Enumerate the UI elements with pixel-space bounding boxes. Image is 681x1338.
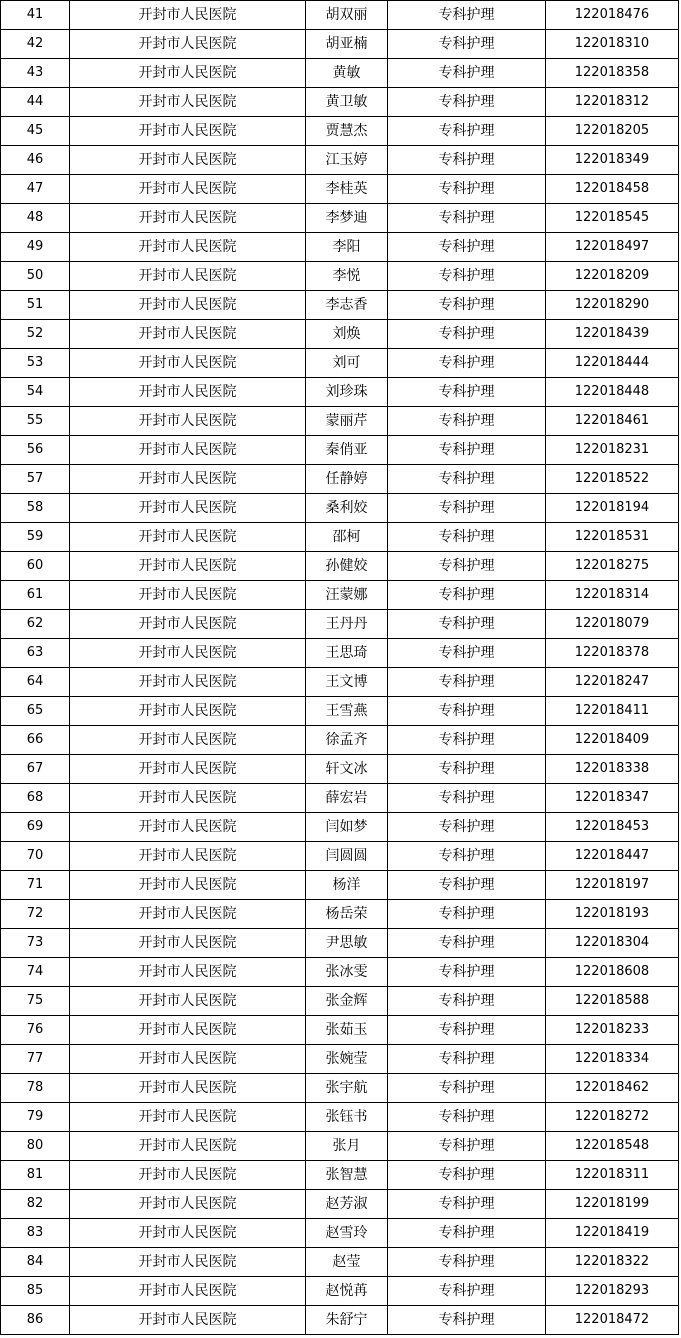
hospital-name: 开封市人民医院: [70, 88, 306, 117]
table-row: [1, 697, 679, 726]
id-number: 122018209: [546, 262, 679, 291]
row-number: 50: [1, 262, 70, 291]
id-number: 122018447: [546, 842, 679, 871]
hospital-name: 开封市人民医院: [70, 1074, 306, 1103]
hospital-name: 开封市人民医院: [70, 1219, 306, 1248]
hospital-name: 开封市人民医院: [70, 1045, 306, 1074]
table-row: [1, 668, 679, 697]
table-row: [1, 117, 679, 146]
person-name: 李梦迪: [306, 204, 388, 233]
specialty: 专科护理: [388, 1161, 546, 1190]
id-number: 122018314: [546, 581, 679, 610]
specialty: 专科护理: [388, 1074, 546, 1103]
row-number: 59: [1, 523, 70, 552]
id-number: 122018588: [546, 987, 679, 1016]
row-number: 45: [1, 117, 70, 146]
row-number: 77: [1, 1045, 70, 1074]
row-number: 42: [1, 30, 70, 59]
hospital-name: 开封市人民医院: [70, 1132, 306, 1161]
person-name: 张婉莹: [306, 1045, 388, 1074]
specialty: 专科护理: [388, 407, 546, 436]
row-number: 60: [1, 552, 70, 581]
hospital-name: 开封市人民医院: [70, 871, 306, 900]
id-number: 122018272: [546, 1103, 679, 1132]
hospital-name: 开封市人民医院: [70, 610, 306, 639]
hospital-name: 开封市人民医院: [70, 581, 306, 610]
row-number: 86: [1, 1306, 70, 1335]
person-name: 张月: [306, 1132, 388, 1161]
specialty: 专科护理: [388, 668, 546, 697]
table-row: [1, 349, 679, 378]
specialty: 专科护理: [388, 262, 546, 291]
specialty: 专科护理: [388, 523, 546, 552]
id-number: 122018545: [546, 204, 679, 233]
row-number: 68: [1, 784, 70, 813]
person-name: 闫如梦: [306, 813, 388, 842]
hospital-name: 开封市人民医院: [70, 958, 306, 987]
hospital-name: 开封市人民医院: [70, 1306, 306, 1335]
specialty: 专科护理: [388, 1219, 546, 1248]
person-name: 张钰书: [306, 1103, 388, 1132]
hospital-name: 开封市人民医院: [70, 146, 306, 175]
specialty: 专科护理: [388, 1132, 546, 1161]
person-name: 汪蒙娜: [306, 581, 388, 610]
person-name: 薛宏岩: [306, 784, 388, 813]
specialty: 专科护理: [388, 1016, 546, 1045]
specialty: 专科护理: [388, 1, 546, 30]
id-number: 122018476: [546, 1, 679, 30]
table-row: [1, 1103, 679, 1132]
id-number: 122018347: [546, 784, 679, 813]
person-name: 王雪燕: [306, 697, 388, 726]
specialty: 专科护理: [388, 465, 546, 494]
id-number: 122018531: [546, 523, 679, 552]
table-row: [1, 958, 679, 987]
specialty: 专科护理: [388, 1248, 546, 1277]
specialty: 专科护理: [388, 639, 546, 668]
id-number: 122018453: [546, 813, 679, 842]
hospital-name: 开封市人民医院: [70, 204, 306, 233]
person-name: 李桂英: [306, 175, 388, 204]
person-name: 张金辉: [306, 987, 388, 1016]
person-name: 胡双丽: [306, 1, 388, 30]
specialty: 专科护理: [388, 755, 546, 784]
table-row: [1, 1016, 679, 1045]
row-number: 53: [1, 349, 70, 378]
table-row: [1, 1074, 679, 1103]
id-number: 122018458: [546, 175, 679, 204]
specialty: 专科护理: [388, 871, 546, 900]
specialty: 专科护理: [388, 929, 546, 958]
person-name: 王丹丹: [306, 610, 388, 639]
table-row: [1, 1132, 679, 1161]
person-name: 邵柯: [306, 523, 388, 552]
person-name: 刘可: [306, 349, 388, 378]
person-name: 贾慧杰: [306, 117, 388, 146]
hospital-name: 开封市人民医院: [70, 175, 306, 204]
table-row: [1, 726, 679, 755]
person-name: 杨岳荣: [306, 900, 388, 929]
specialty: 专科护理: [388, 30, 546, 59]
id-number: 122018304: [546, 929, 679, 958]
hospital-name: 开封市人民医院: [70, 494, 306, 523]
hospital-name: 开封市人民医院: [70, 117, 306, 146]
id-number: 122018312: [546, 88, 679, 117]
row-number: 47: [1, 175, 70, 204]
person-name: 李悦: [306, 262, 388, 291]
hospital-name: 开封市人民医院: [70, 813, 306, 842]
specialty: 专科护理: [388, 117, 546, 146]
specialty: 专科护理: [388, 349, 546, 378]
table-row: [1, 291, 679, 320]
hospital-name: 开封市人民医院: [70, 1, 306, 30]
row-number: 76: [1, 1016, 70, 1045]
row-number: 75: [1, 987, 70, 1016]
person-name: 胡亚楠: [306, 30, 388, 59]
hospital-name: 开封市人民医院: [70, 523, 306, 552]
id-number: 122018290: [546, 291, 679, 320]
id-number: 122018439: [546, 320, 679, 349]
row-number: 63: [1, 639, 70, 668]
id-number: 122018205: [546, 117, 679, 146]
specialty: 专科护理: [388, 842, 546, 871]
specialty: 专科护理: [388, 320, 546, 349]
row-number: 52: [1, 320, 70, 349]
row-number: 58: [1, 494, 70, 523]
hospital-name: 开封市人民医院: [70, 1248, 306, 1277]
row-number: 61: [1, 581, 70, 610]
table-row: [1, 30, 679, 59]
row-number: 48: [1, 204, 70, 233]
person-name: 徐孟齐: [306, 726, 388, 755]
table-row: [1, 1306, 679, 1335]
specialty: 专科护理: [388, 204, 546, 233]
id-number: 122018419: [546, 1219, 679, 1248]
person-name: 朱舒宁: [306, 1306, 388, 1335]
hospital-name: 开封市人民医院: [70, 668, 306, 697]
specialty: 专科护理: [388, 581, 546, 610]
table-row: [1, 813, 679, 842]
row-number: 66: [1, 726, 70, 755]
row-number: 83: [1, 1219, 70, 1248]
row-number: 70: [1, 842, 70, 871]
table-row: [1, 465, 679, 494]
id-number: 122018378: [546, 639, 679, 668]
hospital-name: 开封市人民医院: [70, 900, 306, 929]
hospital-name: 开封市人民医院: [70, 291, 306, 320]
person-name: 蒙丽芹: [306, 407, 388, 436]
row-number: 79: [1, 1103, 70, 1132]
table-row: [1, 146, 679, 175]
row-number: 73: [1, 929, 70, 958]
person-name: 王文博: [306, 668, 388, 697]
hospital-name: 开封市人民医院: [70, 726, 306, 755]
hospital-name: 开封市人民医院: [70, 755, 306, 784]
person-name: 赵雪玲: [306, 1219, 388, 1248]
hospital-name: 开封市人民医院: [70, 30, 306, 59]
row-number: 43: [1, 59, 70, 88]
specialty: 专科护理: [388, 1103, 546, 1132]
table-row: [1, 1190, 679, 1219]
table-row: [1, 1161, 679, 1190]
id-number: 122018231: [546, 436, 679, 465]
table-row: [1, 900, 679, 929]
table-row: [1, 639, 679, 668]
row-number: 71: [1, 871, 70, 900]
row-number: 69: [1, 813, 70, 842]
row-number: 49: [1, 233, 70, 262]
row-number: 51: [1, 291, 70, 320]
id-number: 122018358: [546, 59, 679, 88]
person-name: 李志香: [306, 291, 388, 320]
hospital-name: 开封市人民医院: [70, 1161, 306, 1190]
specialty: 专科护理: [388, 291, 546, 320]
hospital-name: 开封市人民医院: [70, 436, 306, 465]
roster-body: [1, 1, 679, 1335]
hospital-name: 开封市人民医院: [70, 697, 306, 726]
hospital-name: 开封市人民医院: [70, 1103, 306, 1132]
row-number: 84: [1, 1248, 70, 1277]
id-number: 122018338: [546, 755, 679, 784]
hospital-name: 开封市人民医院: [70, 378, 306, 407]
person-name: 桑利姣: [306, 494, 388, 523]
specialty: 专科护理: [388, 697, 546, 726]
hospital-name: 开封市人民医院: [70, 552, 306, 581]
person-name: 张冰雯: [306, 958, 388, 987]
row-number: 80: [1, 1132, 70, 1161]
specialty: 专科护理: [388, 59, 546, 88]
specialty: 专科护理: [388, 1306, 546, 1335]
id-number: 122018522: [546, 465, 679, 494]
hospital-name: 开封市人民医院: [70, 929, 306, 958]
person-name: 黄卫敏: [306, 88, 388, 117]
table-row: [1, 378, 679, 407]
specialty: 专科护理: [388, 1190, 546, 1219]
hospital-name: 开封市人民医院: [70, 59, 306, 88]
person-name: 赵芳淑: [306, 1190, 388, 1219]
id-number: 122018310: [546, 30, 679, 59]
table-row: [1, 523, 679, 552]
table-row: [1, 175, 679, 204]
hospital-name: 开封市人民医院: [70, 1190, 306, 1219]
specialty: 专科护理: [388, 610, 546, 639]
id-number: 122018193: [546, 900, 679, 929]
specialty: 专科护理: [388, 436, 546, 465]
person-name: 刘焕: [306, 320, 388, 349]
row-number: 65: [1, 697, 70, 726]
table-row: [1, 610, 679, 639]
row-number: 56: [1, 436, 70, 465]
id-number: 122018608: [546, 958, 679, 987]
person-name: 张智慧: [306, 1161, 388, 1190]
specialty: 专科护理: [388, 378, 546, 407]
row-number: 44: [1, 88, 70, 117]
table-row: [1, 1, 679, 30]
hospital-name: 开封市人民医院: [70, 465, 306, 494]
row-number: 62: [1, 610, 70, 639]
specialty: 专科护理: [388, 88, 546, 117]
table-row: [1, 59, 679, 88]
id-number: 122018079: [546, 610, 679, 639]
person-name: 赵悦苒: [306, 1277, 388, 1306]
person-name: 尹思敏: [306, 929, 388, 958]
table-row: [1, 262, 679, 291]
table-row: [1, 494, 679, 523]
id-number: 122018461: [546, 407, 679, 436]
row-number: 78: [1, 1074, 70, 1103]
person-name: 闫圆圆: [306, 842, 388, 871]
hospital-name: 开封市人民医院: [70, 639, 306, 668]
table-row: [1, 88, 679, 117]
id-number: 122018409: [546, 726, 679, 755]
id-number: 122018411: [546, 697, 679, 726]
table-row: [1, 552, 679, 581]
person-name: 秦俏亚: [306, 436, 388, 465]
id-number: 122018334: [546, 1045, 679, 1074]
table-row: [1, 842, 679, 871]
row-number: 74: [1, 958, 70, 987]
id-number: 122018233: [546, 1016, 679, 1045]
hospital-name: 开封市人民医院: [70, 842, 306, 871]
id-number: 122018197: [546, 871, 679, 900]
table-row: [1, 871, 679, 900]
person-name: 赵莹: [306, 1248, 388, 1277]
id-number: 122018199: [546, 1190, 679, 1219]
row-number: 82: [1, 1190, 70, 1219]
id-number: 122018444: [546, 349, 679, 378]
person-name: 孙健姣: [306, 552, 388, 581]
hospital-name: 开封市人民医院: [70, 233, 306, 262]
table-row: [1, 1219, 679, 1248]
id-number: 122018448: [546, 378, 679, 407]
row-number: 57: [1, 465, 70, 494]
table-row: [1, 581, 679, 610]
hospital-name: 开封市人民医院: [70, 987, 306, 1016]
person-name: 轩文冰: [306, 755, 388, 784]
id-number: 122018548: [546, 1132, 679, 1161]
id-number: 122018311: [546, 1161, 679, 1190]
id-number: 122018194: [546, 494, 679, 523]
id-number: 122018275: [546, 552, 679, 581]
person-name: 张茹玉: [306, 1016, 388, 1045]
person-name: 刘珍珠: [306, 378, 388, 407]
id-number: 122018462: [546, 1074, 679, 1103]
table-row: [1, 233, 679, 262]
table-row: [1, 1277, 679, 1306]
row-number: 55: [1, 407, 70, 436]
row-number: 46: [1, 146, 70, 175]
specialty: 专科护理: [388, 813, 546, 842]
row-number: 81: [1, 1161, 70, 1190]
hospital-name: 开封市人民医院: [70, 320, 306, 349]
table-row: [1, 204, 679, 233]
id-number: 122018497: [546, 233, 679, 262]
table-row: [1, 929, 679, 958]
table-row: [1, 987, 679, 1016]
row-number: 64: [1, 668, 70, 697]
table-row: [1, 1045, 679, 1074]
row-number: 41: [1, 1, 70, 30]
specialty: 专科护理: [388, 494, 546, 523]
person-name: 任静婷: [306, 465, 388, 494]
id-number: 122018472: [546, 1306, 679, 1335]
specialty: 专科护理: [388, 1277, 546, 1306]
hospital-name: 开封市人民医院: [70, 349, 306, 378]
specialty: 专科护理: [388, 726, 546, 755]
specialty: 专科护理: [388, 175, 546, 204]
table-row: [1, 320, 679, 349]
person-name: 张宇航: [306, 1074, 388, 1103]
id-number: 122018247: [546, 668, 679, 697]
row-number: 54: [1, 378, 70, 407]
person-name: 王思琦: [306, 639, 388, 668]
specialty: 专科护理: [388, 146, 546, 175]
hospital-name: 开封市人民医院: [70, 1016, 306, 1045]
person-name: 黄敏: [306, 59, 388, 88]
id-number: 122018322: [546, 1248, 679, 1277]
specialty: 专科护理: [388, 900, 546, 929]
person-name: 杨洋: [306, 871, 388, 900]
table-row: [1, 407, 679, 436]
table-row: [1, 755, 679, 784]
row-number: 85: [1, 1277, 70, 1306]
person-name: 江玉婷: [306, 146, 388, 175]
hospital-name: 开封市人民医院: [70, 262, 306, 291]
specialty: 专科护理: [388, 958, 546, 987]
row-number: 67: [1, 755, 70, 784]
table-row: [1, 436, 679, 465]
person-name: 李阳: [306, 233, 388, 262]
table-row: [1, 784, 679, 813]
specialty: 专科护理: [388, 552, 546, 581]
hospital-name: 开封市人民医院: [70, 1277, 306, 1306]
specialty: 专科护理: [388, 987, 546, 1016]
table-row: [1, 1248, 679, 1277]
id-number: 122018349: [546, 146, 679, 175]
hospital-name: 开封市人民医院: [70, 784, 306, 813]
row-number: 72: [1, 900, 70, 929]
specialty: 专科护理: [388, 1045, 546, 1074]
hospital-name: 开封市人民医院: [70, 407, 306, 436]
specialty: 专科护理: [388, 233, 546, 262]
specialty: 专科护理: [388, 784, 546, 813]
id-number: 122018293: [546, 1277, 679, 1306]
